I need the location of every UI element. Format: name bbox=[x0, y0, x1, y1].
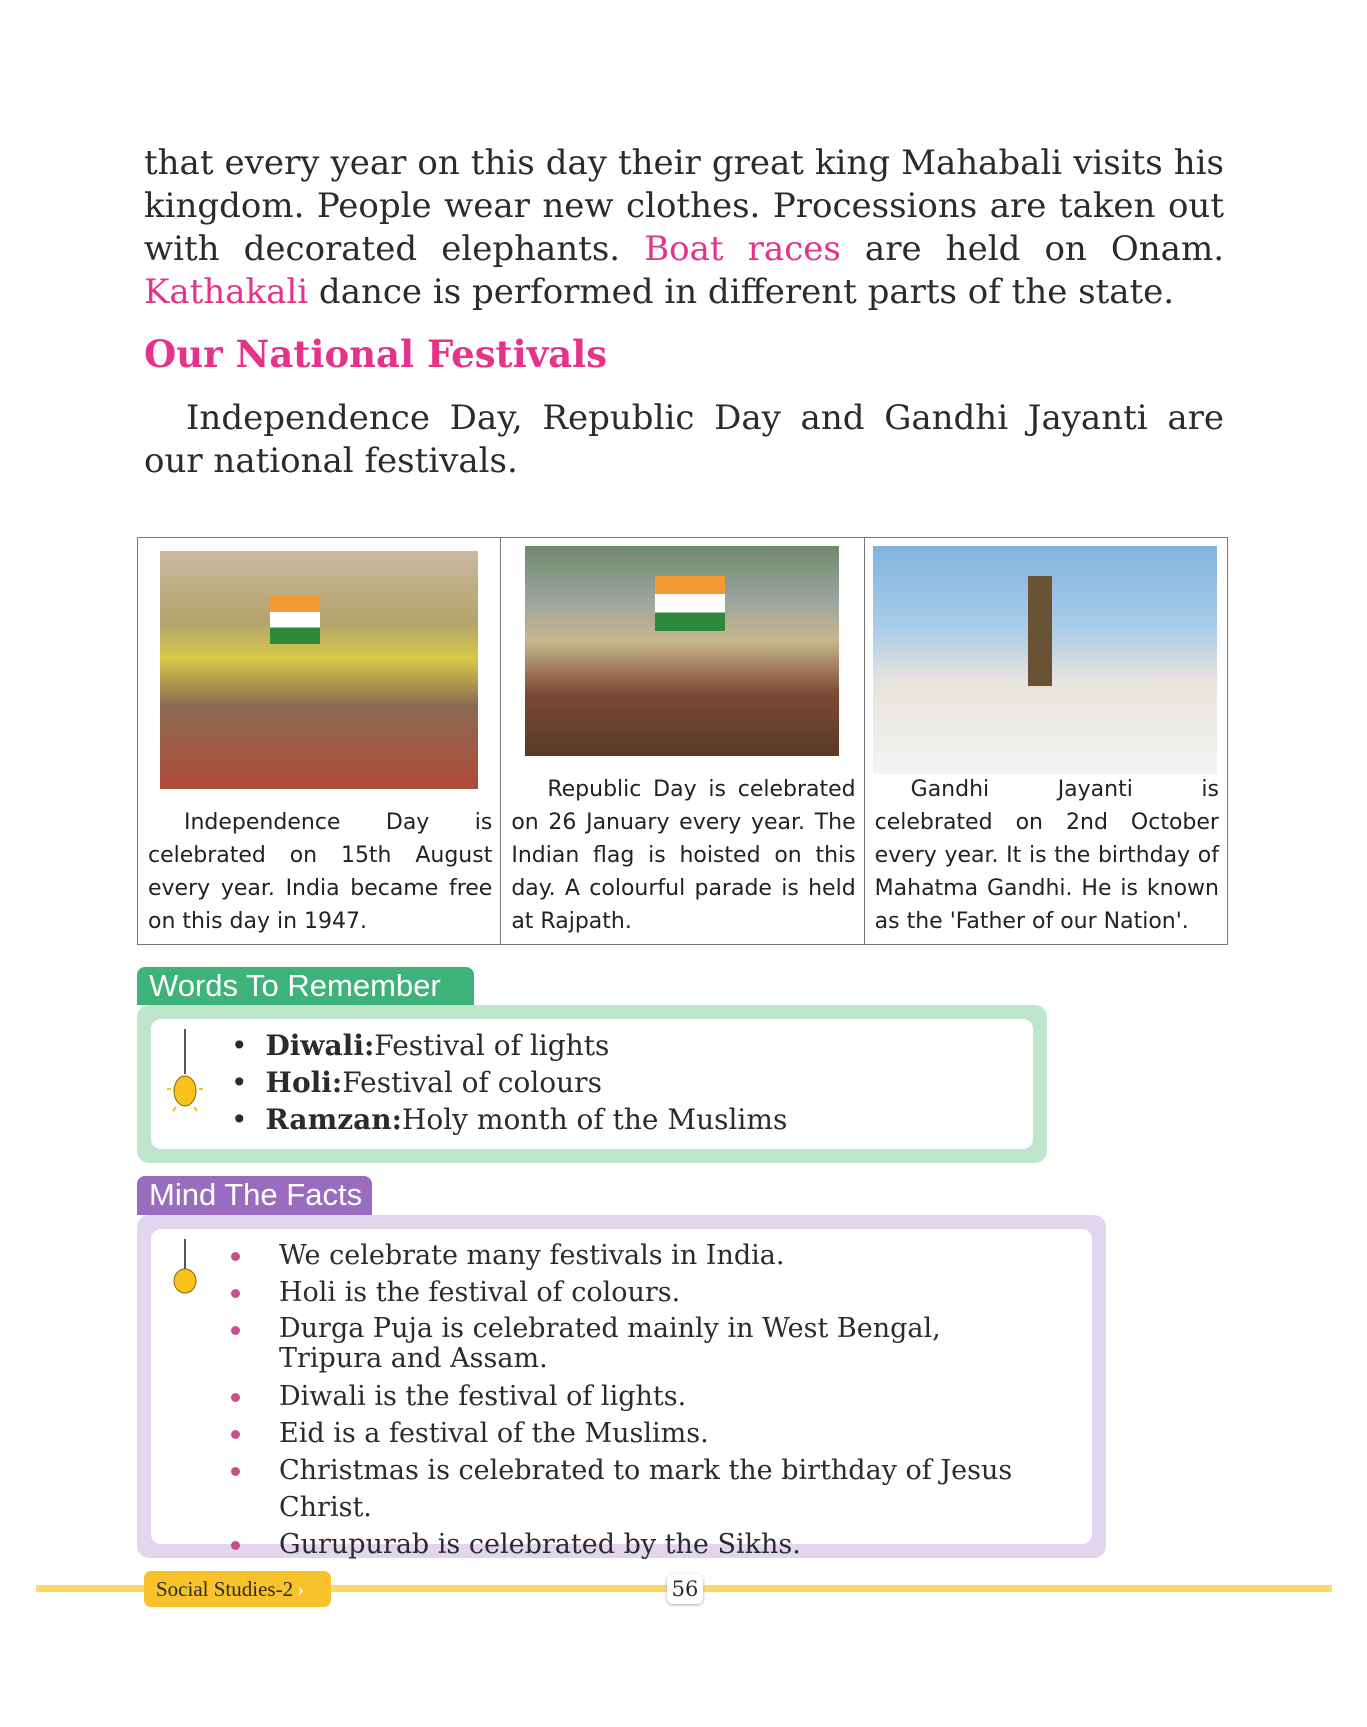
list-item: Durga Puja is celebrated mainly in West Bengal, Tripura and Assam. bbox=[231, 1311, 1052, 1378]
festival-cell-gandhi bbox=[865, 538, 1227, 944]
term: Ramzan bbox=[265, 1103, 392, 1136]
republic-day-photo bbox=[525, 546, 839, 756]
list-item: Christmas is celebrated to mark the birthday of Jesus Christ. bbox=[231, 1452, 1052, 1526]
text: that every year on this day their great king Mahabali visits his kingdom. People wear new clothes. Processions are taken out with decorated elephants. bbox=[144, 143, 1224, 269]
list-item: Holi is the festival of colours. bbox=[231, 1274, 1052, 1311]
facts-title: Mind The Facts bbox=[137, 1176, 372, 1215]
chevron-right-icon: › bbox=[297, 1577, 305, 1601]
festival-cell-independence bbox=[138, 538, 501, 944]
festival-cell-republic bbox=[501, 538, 864, 944]
statue-shape bbox=[1028, 576, 1052, 686]
text: are held on Onam. bbox=[840, 229, 1224, 269]
independence-day-photo bbox=[160, 551, 478, 789]
page-number: 56 bbox=[667, 1574, 703, 1604]
festival-caption bbox=[875, 773, 1219, 938]
caption-text: Republic Day is celebrated on 26 January every year. The Indian flag is hoisted on this day. A colourful parade is held at Rajpath. bbox=[511, 777, 856, 934]
festival-caption bbox=[148, 806, 492, 938]
list-item: Eid is a festival of the Muslims. bbox=[231, 1415, 1052, 1452]
flag-icon bbox=[270, 596, 320, 644]
definition: Festival of colours bbox=[342, 1066, 602, 1099]
definition: Festival of lights bbox=[374, 1029, 610, 1062]
lightbulb-icon bbox=[165, 1239, 205, 1329]
gandhi-jayanti-photo bbox=[873, 546, 1217, 774]
caption-text: Gandhi Jayanti is celebrated on 2nd October every year. It is the birthday of Mahatma Gandhi. He is known as the 'Father of our Nation'. bbox=[874, 777, 1219, 934]
facts-box bbox=[137, 1215, 1106, 1558]
lightbulb-icon bbox=[165, 1029, 205, 1119]
highlight-kathakali: Kathakali bbox=[144, 272, 309, 312]
section-heading: Our National Festivals bbox=[144, 332, 608, 376]
list-item: • Diwali:Festival of lights bbox=[231, 1027, 787, 1064]
intro-paragraph bbox=[144, 142, 1224, 314]
words-title: Words To Remember bbox=[137, 967, 474, 1005]
text: dance is performed in different parts of the state. bbox=[308, 272, 1175, 312]
definition: Holy month of the Muslims bbox=[401, 1103, 788, 1136]
list-item: • Ramzan:Holy month of the Muslims bbox=[231, 1101, 787, 1138]
book-title: Social Studies-2 bbox=[156, 1577, 294, 1601]
festival-caption bbox=[511, 773, 855, 938]
list-item: Gurupurab is celebrated by the Sikhs. bbox=[231, 1526, 1052, 1563]
list-item: We celebrate many festivals in India. bbox=[231, 1237, 1052, 1274]
highlight-boat-races: Boat races bbox=[644, 229, 841, 269]
facts-list bbox=[231, 1237, 1052, 1563]
section-paragraph: Independence Day, Republic Day and Gandhi Jayanti are our national festivals. bbox=[144, 398, 1224, 481]
festival-table bbox=[137, 537, 1228, 945]
words-list bbox=[231, 1027, 787, 1138]
list-item: Diwali is the festival of lights. bbox=[231, 1378, 1052, 1415]
flag-icon bbox=[655, 576, 725, 631]
words-box bbox=[137, 1005, 1047, 1163]
caption-text: Independence Day is celebrated on 15th August every year. India became free on this day in 1947. bbox=[148, 810, 493, 934]
term: Holi bbox=[265, 1066, 332, 1099]
term: Diwali bbox=[265, 1029, 364, 1062]
list-item: • Holi:Festival of colours bbox=[231, 1064, 787, 1101]
book-title-badge bbox=[144, 1571, 331, 1607]
